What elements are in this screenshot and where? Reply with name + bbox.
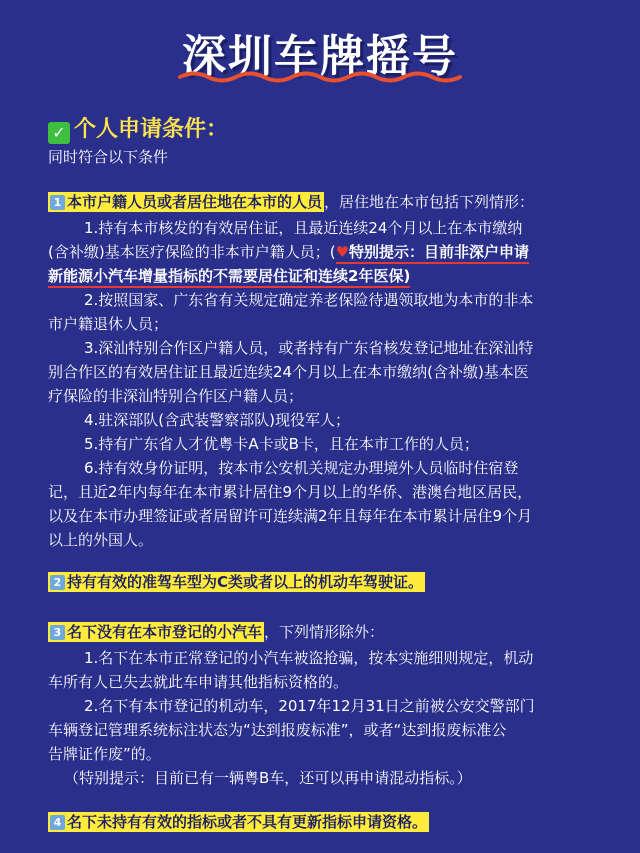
condition-2-heading xyxy=(48,570,425,594)
condition-1-line: 以及在本市办理签证或者居留许可连续满2年且每年在本市累计居住9个月 xyxy=(48,507,533,525)
condition-4-heading xyxy=(48,810,429,834)
condition-3-line: 车所有人已失去就此车申请其他指标资格的。 xyxy=(48,673,349,691)
condition-3-tail: ，下列情形除外： xyxy=(264,623,385,641)
section-subheading: 同时符合以下条件 xyxy=(48,148,169,166)
number-4-icon: 4 xyxy=(50,815,65,830)
condition-1-line: 记，且近2年内每年在本市累计居住9个月以上的华侨、港澳台地区居民， xyxy=(48,483,533,501)
special-note-continued: 新能源小汽车增量指标的不需要居住证和连续2年医保) xyxy=(48,267,410,288)
condition-1-line: 以上的外国人。 xyxy=(48,531,154,549)
condition-1-line: 1.持有本市核发的有效居住证，且最近连续24个月以上在本市缴纳 xyxy=(84,219,523,237)
condition-3-highlight xyxy=(48,622,264,642)
condition-3-line: 1.名下在本市正常登记的小汽车被盗抢骗，按本实施细则规定，机动 xyxy=(84,649,534,667)
condition-1-line: 2.按照国家、广东省有关规定确定养老保险待遇领取地为本市的非本 xyxy=(84,291,534,309)
condition-3-heading xyxy=(48,620,384,644)
condition-1-line xyxy=(48,240,529,264)
condition-1-title: 本市户籍人员或者居住地在本市的人员 xyxy=(67,193,323,211)
condition-1-line: 疗保险的非深汕特别合作区户籍人员； xyxy=(48,387,304,405)
condition-1-heading xyxy=(48,190,534,214)
condition-1-line: 4.驻深部队(含武装警察部队)现役军人； xyxy=(84,411,351,429)
condition-1-line: 3.深汕特别合作区户籍人员，或者持有广东省核发登记地址在深汕特 xyxy=(84,339,534,357)
condition-1-line-text: (含补缴)基本医疗保险的非本市户籍人员；( xyxy=(48,243,336,261)
number-2-icon: 2 xyxy=(50,575,65,590)
page-title: 深圳车牌摇号 xyxy=(182,31,458,82)
condition-1-line: 5.持有广东省人才优粤卡A卡或B卡，且在本市工作的人员； xyxy=(84,435,479,453)
condition-1-line: 6.持有效身份证明，按本市公安机关规定办理境外人员临时住宿登 xyxy=(84,459,519,477)
section-heading xyxy=(48,112,228,144)
condition-3-note: （特别提示：目前已有一辆粤B车，还可以再申请混动指标。） xyxy=(64,769,472,787)
condition-2-title: 持有有效的准驾车型为C类或者以上的机动车驾驶证。 xyxy=(67,573,424,591)
condition-1-line: 市户籍退休人员； xyxy=(48,315,169,333)
condition-3-line: 车辆登记管理系统标注状态为“达到报废标准”，或者“达到报废标准公 xyxy=(48,721,507,739)
condition-1-line: 别合作区的有效居住证且最近连续24个月以上在本市缴纳(含补缴)基本医 xyxy=(48,363,529,381)
section-heading-text: 个人申请条件： xyxy=(74,117,229,142)
condition-1-line xyxy=(48,264,410,288)
number-1-icon: 1 xyxy=(50,195,65,210)
wave-underline-icon xyxy=(178,70,468,84)
condition-1-tail: ，居住地在本市包括下列情形： xyxy=(324,193,535,211)
condition-1-highlight xyxy=(48,192,324,212)
number-3-icon: 3 xyxy=(50,625,65,640)
heart-icon: ♥ xyxy=(335,243,350,261)
condition-4-highlight xyxy=(48,812,429,832)
special-note-text: 特别提示：目前非深户申请 xyxy=(349,243,530,261)
condition-3-title: 名下没有在本市登记的小汽车 xyxy=(67,623,263,641)
condition-4-title: 名下未持有有效的指标或者不具有更新指标申请资格。 xyxy=(67,813,428,831)
check-mark-icon: ✓ xyxy=(48,122,70,144)
condition-2-highlight xyxy=(48,572,425,592)
condition-3-line: 告牌证作废”的。 xyxy=(48,745,161,763)
condition-3-line: 2.名下有本市登记的机动车，2017年12月31日之前被公安交警部门 xyxy=(84,697,535,715)
special-note xyxy=(336,243,529,264)
